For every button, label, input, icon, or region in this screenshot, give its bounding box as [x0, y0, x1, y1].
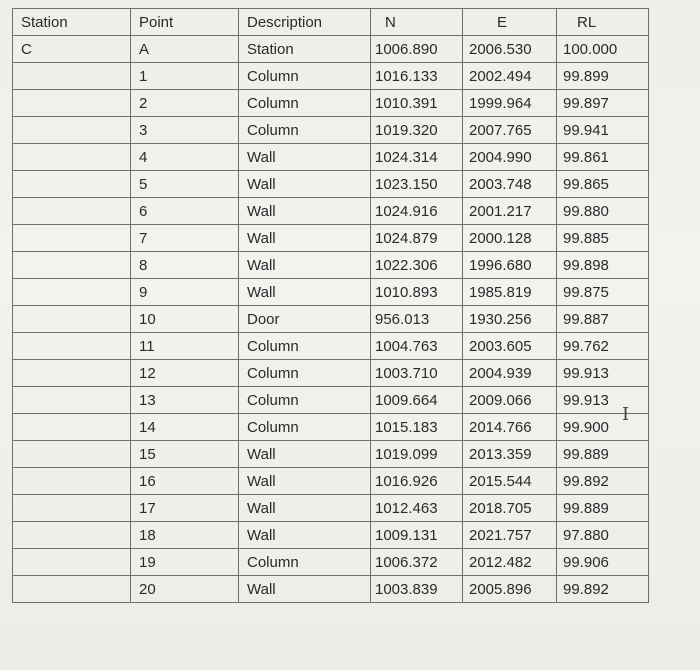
- cell-rl: 99.889: [557, 495, 649, 522]
- cell-description: Wall: [239, 171, 371, 198]
- cell-point: 7: [131, 225, 239, 252]
- cell-description: Column: [239, 90, 371, 117]
- cell-e: 1996.680: [463, 252, 557, 279]
- table-row: [13, 144, 649, 171]
- cell-rl: 100.000: [557, 36, 649, 63]
- cell-n: 1024.314: [371, 144, 463, 171]
- cell-rl: 99.762: [557, 333, 649, 360]
- table-row: [13, 198, 649, 225]
- cell-e: 2000.128: [463, 225, 557, 252]
- cell-n: 1009.664: [371, 387, 463, 414]
- cell-station: [13, 63, 131, 90]
- cell-rl: 99.906: [557, 549, 649, 576]
- cell-n: 1012.463: [371, 495, 463, 522]
- cell-point: 1: [131, 63, 239, 90]
- cell-rl: 99.913: [557, 387, 649, 414]
- cell-e: 1930.256: [463, 306, 557, 333]
- cell-e: 1999.964: [463, 90, 557, 117]
- cell-description: Column: [239, 414, 371, 441]
- cell-n: 1024.879: [371, 225, 463, 252]
- cell-point: 15: [131, 441, 239, 468]
- cell-station: [13, 279, 131, 306]
- cell-station: [13, 576, 131, 603]
- cell-n: 1022.306: [371, 252, 463, 279]
- cell-n: 1006.372: [371, 549, 463, 576]
- table-row: [13, 252, 649, 279]
- cell-e: 2006.530: [463, 36, 557, 63]
- cell-point: 9: [131, 279, 239, 306]
- cell-point: 4: [131, 144, 239, 171]
- survey-table: [12, 8, 649, 603]
- cell-description: Column: [239, 387, 371, 414]
- table-row: [13, 414, 649, 441]
- cell-e: 2002.494: [463, 63, 557, 90]
- cell-point: 16: [131, 468, 239, 495]
- cell-n: 1016.133: [371, 63, 463, 90]
- cell-rl: 99.865: [557, 171, 649, 198]
- cell-rl: 99.885: [557, 225, 649, 252]
- cell-e: 2015.544: [463, 468, 557, 495]
- table-row: [13, 333, 649, 360]
- cell-description: Wall: [239, 144, 371, 171]
- cell-point: 6: [131, 198, 239, 225]
- cell-point: 3: [131, 117, 239, 144]
- table-row: [13, 117, 649, 144]
- cell-e: 1985.819: [463, 279, 557, 306]
- cell-rl: 99.900: [557, 414, 649, 441]
- table-row: [13, 549, 649, 576]
- text-cursor-icon: I: [622, 404, 630, 425]
- cell-station: [13, 117, 131, 144]
- cell-e: 2003.748: [463, 171, 557, 198]
- cell-rl: 99.897: [557, 90, 649, 117]
- cell-description: Column: [239, 549, 371, 576]
- cell-n: 1016.926: [371, 468, 463, 495]
- cell-n: 956.013: [371, 306, 463, 333]
- cell-description: Column: [239, 117, 371, 144]
- cell-e: 2013.359: [463, 441, 557, 468]
- cell-description: Wall: [239, 468, 371, 495]
- header-station: Station: [13, 9, 131, 36]
- cell-point: 20: [131, 576, 239, 603]
- cell-description: Wall: [239, 198, 371, 225]
- cell-rl: 99.898: [557, 252, 649, 279]
- cell-point: 5: [131, 171, 239, 198]
- cell-description: Wall: [239, 495, 371, 522]
- cell-point: 18: [131, 522, 239, 549]
- table-row: [13, 90, 649, 117]
- cell-rl: 99.899: [557, 63, 649, 90]
- cell-rl: 99.941: [557, 117, 649, 144]
- cell-station: C: [13, 36, 131, 63]
- cell-station: [13, 414, 131, 441]
- cell-rl: 99.892: [557, 576, 649, 603]
- cell-rl: 99.861: [557, 144, 649, 171]
- cell-point: 8: [131, 252, 239, 279]
- cell-station: [13, 225, 131, 252]
- cell-station: [13, 549, 131, 576]
- cell-e: 2004.990: [463, 144, 557, 171]
- cell-n: 1019.099: [371, 441, 463, 468]
- header-row: [13, 9, 649, 36]
- cell-e: 2009.066: [463, 387, 557, 414]
- cell-e: 2003.605: [463, 333, 557, 360]
- cell-station: [13, 306, 131, 333]
- cell-station: [13, 171, 131, 198]
- cell-description: Wall: [239, 522, 371, 549]
- cell-e: 2018.705: [463, 495, 557, 522]
- cell-description: Wall: [239, 252, 371, 279]
- cell-point: 14: [131, 414, 239, 441]
- cell-description: Wall: [239, 225, 371, 252]
- cell-station: [13, 441, 131, 468]
- cell-point: 12: [131, 360, 239, 387]
- table-row: [13, 468, 649, 495]
- cell-station: [13, 495, 131, 522]
- cell-rl: 99.875: [557, 279, 649, 306]
- cell-n: 1010.893: [371, 279, 463, 306]
- cell-description: Column: [239, 63, 371, 90]
- cell-e: 2004.939: [463, 360, 557, 387]
- cell-description: Column: [239, 360, 371, 387]
- cell-rl: 99.889: [557, 441, 649, 468]
- cell-n: 1003.839: [371, 576, 463, 603]
- table-row: [13, 522, 649, 549]
- cell-rl: 99.887: [557, 306, 649, 333]
- cell-description: Wall: [239, 576, 371, 603]
- cell-point: 17: [131, 495, 239, 522]
- cell-e: 2005.896: [463, 576, 557, 603]
- table-row: [13, 441, 649, 468]
- cell-station: [13, 468, 131, 495]
- table-row: [13, 63, 649, 90]
- cell-description: Station: [239, 36, 371, 63]
- cell-station: [13, 252, 131, 279]
- cell-point: 13: [131, 387, 239, 414]
- cell-point: 10: [131, 306, 239, 333]
- cell-n: 1019.320: [371, 117, 463, 144]
- table-row: [13, 360, 649, 387]
- header-point: Point: [131, 9, 239, 36]
- cell-station: [13, 144, 131, 171]
- table-row: [13, 306, 649, 333]
- table-row: [13, 387, 649, 414]
- cell-station: [13, 522, 131, 549]
- cell-station: [13, 387, 131, 414]
- cell-station: [13, 90, 131, 117]
- cell-point: A: [131, 36, 239, 63]
- cell-point: 11: [131, 333, 239, 360]
- header-n: N: [371, 9, 463, 36]
- header-rl: RL: [557, 9, 649, 36]
- cell-n: 1006.890: [371, 36, 463, 63]
- table-row: [13, 495, 649, 522]
- cell-description: Door: [239, 306, 371, 333]
- cell-n: 1015.183: [371, 414, 463, 441]
- cell-e: 2014.766: [463, 414, 557, 441]
- cell-description: Wall: [239, 279, 371, 306]
- table-row: [13, 36, 649, 63]
- cell-e: 2007.765: [463, 117, 557, 144]
- cell-point: 2: [131, 90, 239, 117]
- cell-station: [13, 198, 131, 225]
- table-row: [13, 576, 649, 603]
- cell-n: 1004.763: [371, 333, 463, 360]
- cell-description: Wall: [239, 441, 371, 468]
- cell-description: Column: [239, 333, 371, 360]
- cell-station: [13, 333, 131, 360]
- table-row: [13, 225, 649, 252]
- cell-station: [13, 360, 131, 387]
- cell-rl: 99.880: [557, 198, 649, 225]
- cell-n: 1009.131: [371, 522, 463, 549]
- cell-rl: 99.892: [557, 468, 649, 495]
- cell-n: 1003.710: [371, 360, 463, 387]
- cell-rl: 97.880: [557, 522, 649, 549]
- table-row: [13, 171, 649, 198]
- cell-e: 2001.217: [463, 198, 557, 225]
- cell-rl: 99.913: [557, 360, 649, 387]
- cell-e: 2021.757: [463, 522, 557, 549]
- cell-point: 19: [131, 549, 239, 576]
- cell-e: 2012.482: [463, 549, 557, 576]
- cell-n: 1024.916: [371, 198, 463, 225]
- cell-n: 1010.391: [371, 90, 463, 117]
- cell-n: 1023.150: [371, 171, 463, 198]
- header-e: E: [463, 9, 557, 36]
- table-row: [13, 279, 649, 306]
- header-description: Description: [239, 9, 371, 36]
